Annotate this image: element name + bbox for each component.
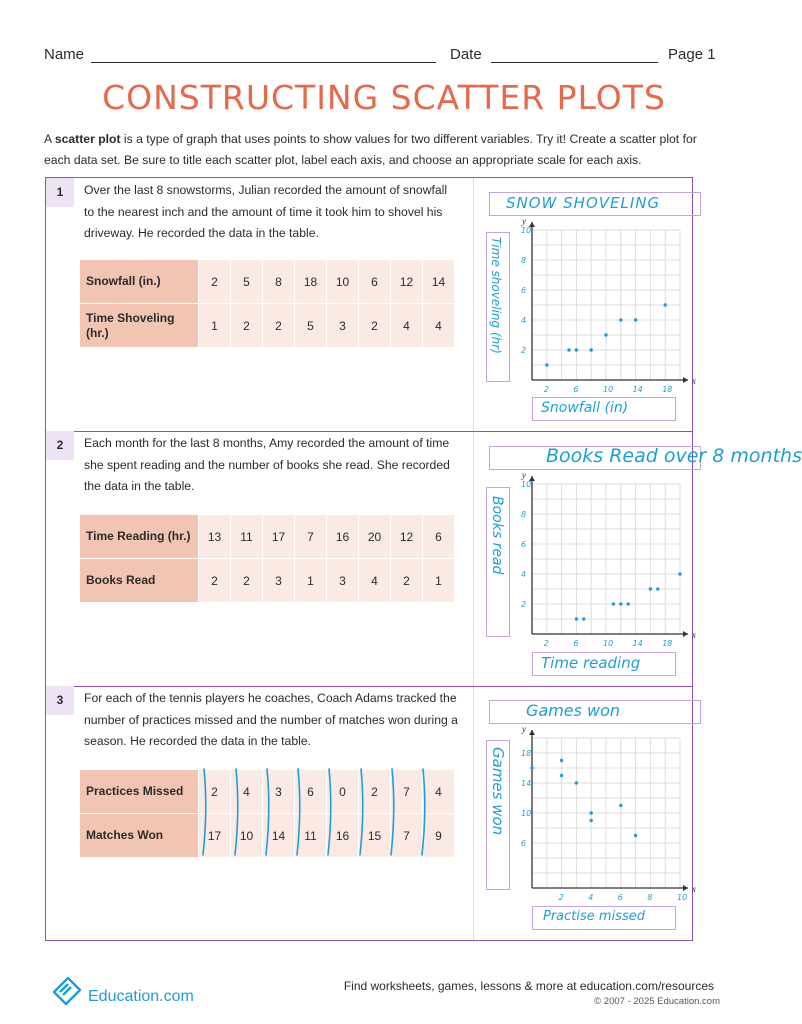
graph-3-title-box[interactable] (489, 700, 701, 724)
hand-check-strokes (190, 765, 450, 860)
table-cell: 10 (231, 814, 263, 858)
y-tick-label: 10 (521, 809, 532, 818)
x-tick-label: 6 (573, 639, 579, 648)
graph-1-hand-xlabel: Snowfall (in) (541, 400, 629, 416)
data-point (575, 617, 578, 620)
y-tick-label: 6 (521, 286, 527, 295)
table-cell: 1 (199, 304, 231, 348)
intro-bold-term: scatter plot (54, 132, 121, 146)
data-point (627, 602, 630, 605)
data-point (582, 617, 585, 620)
date-line[interactable] (491, 62, 658, 63)
table-cell: 3 (263, 770, 295, 814)
hand-stroke (297, 769, 300, 855)
x-tick-label: 6 (617, 893, 623, 902)
y-tick-label: 10 (521, 226, 532, 235)
table-cell: 11 (231, 515, 263, 559)
graph-2-title-box[interactable] (489, 445, 802, 470)
table-cell: 4 (391, 304, 423, 348)
education-logo-icon (50, 972, 84, 1006)
y-tick-label: 8 (521, 256, 527, 265)
table-cell: 3 (327, 304, 359, 348)
table-cell: 2 (359, 304, 391, 348)
data-point (634, 834, 637, 837)
problem-text: Each month for the last 8 months, Amy recorded the amount of time she spent reading and the number of books she read. She recorded the data in the table. (84, 436, 450, 493)
table-row (80, 515, 455, 559)
problem-text: Over the last 8 snowstorms, Julian recorded the amount of snowfall to the nearest inch and the amount of time it took him to shovel his driveway. He recorded the data in the table. (84, 183, 448, 240)
graph-3-plot[interactable] (518, 722, 694, 902)
x-tick-label: 2 (543, 639, 549, 648)
graph-3-hand-xlabel: Practise missed (543, 909, 645, 924)
table-cell: 17 (263, 515, 295, 559)
table-cell: 2 (391, 559, 423, 603)
hand-stroke (235, 769, 238, 855)
x-tick-label: 10 (603, 385, 614, 394)
x-tick-label: 18 (662, 385, 673, 394)
row-header: Time Shoveling (hr.) (80, 304, 199, 348)
page-label: Page 1 (668, 46, 716, 63)
data-table (80, 260, 455, 348)
data-point (560, 759, 563, 762)
table-cell: 5 (231, 260, 263, 304)
data-point (545, 363, 548, 366)
x-tick-label: 6 (573, 385, 579, 394)
data-point (619, 602, 622, 605)
row-header: Snowfall (in.) (80, 260, 199, 304)
column-divider (473, 178, 474, 940)
table-cell: 4 (423, 304, 455, 348)
hand-stroke (266, 769, 269, 855)
graph-2-xlabel-box[interactable] (532, 652, 676, 676)
table-row (80, 304, 455, 348)
data-point (575, 348, 578, 351)
problem-1 (46, 178, 473, 431)
y-tick-label: 14 (521, 779, 532, 788)
table-cell: 4 (231, 770, 263, 814)
x-axis-arrow-icon (683, 885, 688, 891)
hand-stroke (328, 769, 331, 855)
y-tick-label: 2 (521, 600, 527, 609)
y-axis-letter: y (522, 724, 526, 734)
table-row (80, 559, 455, 603)
footer-brand[interactable]: Education.com (88, 988, 194, 1005)
data-point (612, 602, 615, 605)
table-cell: 1 (423, 559, 455, 603)
table-cell: 13 (199, 515, 231, 559)
data-point (678, 572, 681, 575)
x-tick-label: 10 (603, 639, 614, 648)
y-tick-label: 4 (521, 570, 527, 579)
x-tick-label: 18 (662, 639, 673, 648)
data-point (590, 348, 593, 351)
y-tick-label: 18 (521, 749, 532, 758)
hand-stroke (203, 769, 206, 855)
table-cell: 2 (199, 559, 231, 603)
intro-rest: is a type of graph that uses points to show values for two different variables. Try it! Create a scatter plot for each data set. Be sure to title each scatter plot, label each axis, and choose an appropriate scale for each axis. (44, 132, 697, 167)
problem-number: 1 (46, 178, 74, 207)
page-title: CONSTRUCTING SCATTER PLOTS (102, 78, 666, 117)
table-cell: 3 (327, 559, 359, 603)
x-tick-label: 4 (588, 893, 594, 902)
table-cell: 3 (263, 559, 295, 603)
data-table (80, 515, 455, 603)
table-cell: 4 (423, 770, 455, 814)
table-cell: 14 (423, 260, 455, 304)
problem-text: For each of the tennis players he coaches, Coach Adams tracked the number of practices missed and the number of matches won during a season. He recorded the data in the table. (84, 691, 458, 748)
table-cell: 10 (327, 260, 359, 304)
graph-1-xlabel-box[interactable] (532, 397, 676, 421)
graph-3-hand-ylabel: Games won (489, 747, 507, 836)
row-header: Books Read (80, 559, 199, 603)
instructions (44, 129, 724, 171)
row-header: Practices Missed (80, 770, 199, 814)
hand-stroke (360, 769, 363, 855)
data-point (634, 318, 637, 321)
x-tick-label: 2 (558, 893, 564, 902)
y-tick-label: 10 (521, 480, 532, 489)
problem-number: 2 (46, 431, 74, 460)
graph-1-title-box[interactable] (489, 192, 701, 216)
data-point (664, 303, 667, 306)
x-tick-label: 14 (632, 385, 643, 394)
data-point (590, 819, 593, 822)
name-label: Name (44, 46, 85, 63)
table-cell: 18 (295, 260, 327, 304)
problem-2 (46, 431, 473, 686)
table-cell: 16 (327, 515, 359, 559)
table-cell: 5 (295, 304, 327, 348)
table-cell: 12 (391, 515, 423, 559)
x-axis-letter: x (692, 884, 696, 894)
table-cell: 2 (231, 559, 263, 603)
data-point (649, 587, 652, 590)
graph-2-hand-xlabel: Time reading (541, 654, 641, 672)
table-cell: 0 (327, 770, 359, 814)
table-cell: 7 (295, 515, 327, 559)
table-cell: 2 (231, 304, 263, 348)
footer-tagline[interactable]: Find worksheets, games, lessons & more at education.com/resources (343, 979, 714, 993)
table-cell: 15 (359, 814, 391, 858)
graph-2-ylabel-box[interactable] (486, 487, 510, 637)
y-tick-label: 8 (521, 510, 527, 519)
graph-3-ylabel-box[interactable] (486, 740, 510, 890)
graph-2-plot[interactable] (518, 468, 694, 648)
data-point (567, 348, 570, 351)
y-tick-label: 6 (521, 540, 527, 549)
footer-copyright: © 2007 - 2025 Education.com (594, 996, 720, 1007)
table-cell: 11 (295, 814, 327, 858)
y-axis-arrow-icon (529, 730, 535, 735)
x-tick-label: 14 (632, 639, 643, 648)
x-tick-label: 2 (543, 385, 549, 394)
graph-1-plot[interactable] (518, 214, 694, 394)
row-header: Matches Won (80, 814, 199, 858)
hand-stroke (422, 769, 425, 855)
data-point (604, 333, 607, 336)
table-cell: 2 (199, 770, 231, 814)
y-axis-letter: y (522, 470, 526, 480)
row-header: Time Reading (hr.) (80, 515, 199, 559)
y-tick-label: 2 (521, 346, 527, 355)
y-tick-label: 6 (521, 839, 527, 848)
y-axis-letter: y (522, 216, 526, 226)
table-cell: 14 (263, 814, 295, 858)
data-point (575, 781, 578, 784)
graph-2-hand-title: Books Read over 8 months (546, 445, 802, 467)
table-cell: 7 (391, 770, 423, 814)
table-cell: 12 (391, 260, 423, 304)
data-point (560, 774, 563, 777)
data-point (619, 318, 622, 321)
graph-2-hand-ylabel: Books read (489, 496, 505, 575)
table-cell: 16 (327, 814, 359, 858)
data-point (656, 587, 659, 590)
x-axis-arrow-icon (683, 631, 688, 637)
graph-3-xlabel-box[interactable] (532, 906, 676, 930)
worksheet-header (44, 44, 720, 66)
name-line[interactable] (91, 62, 436, 63)
table-cell: 1 (295, 559, 327, 603)
table-cell: 6 (423, 515, 455, 559)
table-cell: 4 (359, 559, 391, 603)
data-point (590, 811, 593, 814)
table-cell: 20 (359, 515, 391, 559)
y-tick-label: 4 (521, 316, 527, 325)
table-cell: 7 (391, 814, 423, 858)
table-cell: 17 (199, 814, 231, 858)
table-cell: 6 (295, 770, 327, 814)
hand-stroke (391, 769, 394, 855)
x-axis-arrow-icon (683, 377, 688, 383)
table-cell: 2 (263, 304, 295, 348)
table-cell: 8 (263, 260, 295, 304)
data-point (619, 804, 622, 807)
problem-number: 3 (46, 686, 74, 715)
table-cell: 2 (199, 260, 231, 304)
table-cell: 2 (359, 770, 391, 814)
graph-1-ylabel-box[interactable] (486, 232, 510, 382)
x-tick-label: 10 (677, 893, 688, 902)
date-label: Date (450, 46, 482, 63)
graph-1-hand-title: SNOW SHOVELING (506, 194, 661, 212)
graph-1-hand-ylabel: Time shoveling (hr) (489, 237, 503, 354)
x-tick-label: 8 (647, 893, 653, 902)
x-axis-letter: x (692, 630, 696, 640)
x-axis-letter: x (692, 376, 696, 386)
data-point (530, 766, 533, 769)
table-row (80, 260, 455, 304)
intro-prefix: A (44, 132, 55, 146)
graph-3-hand-title: Games won (526, 701, 621, 720)
table-cell: 6 (359, 260, 391, 304)
table-cell: 9 (423, 814, 455, 858)
